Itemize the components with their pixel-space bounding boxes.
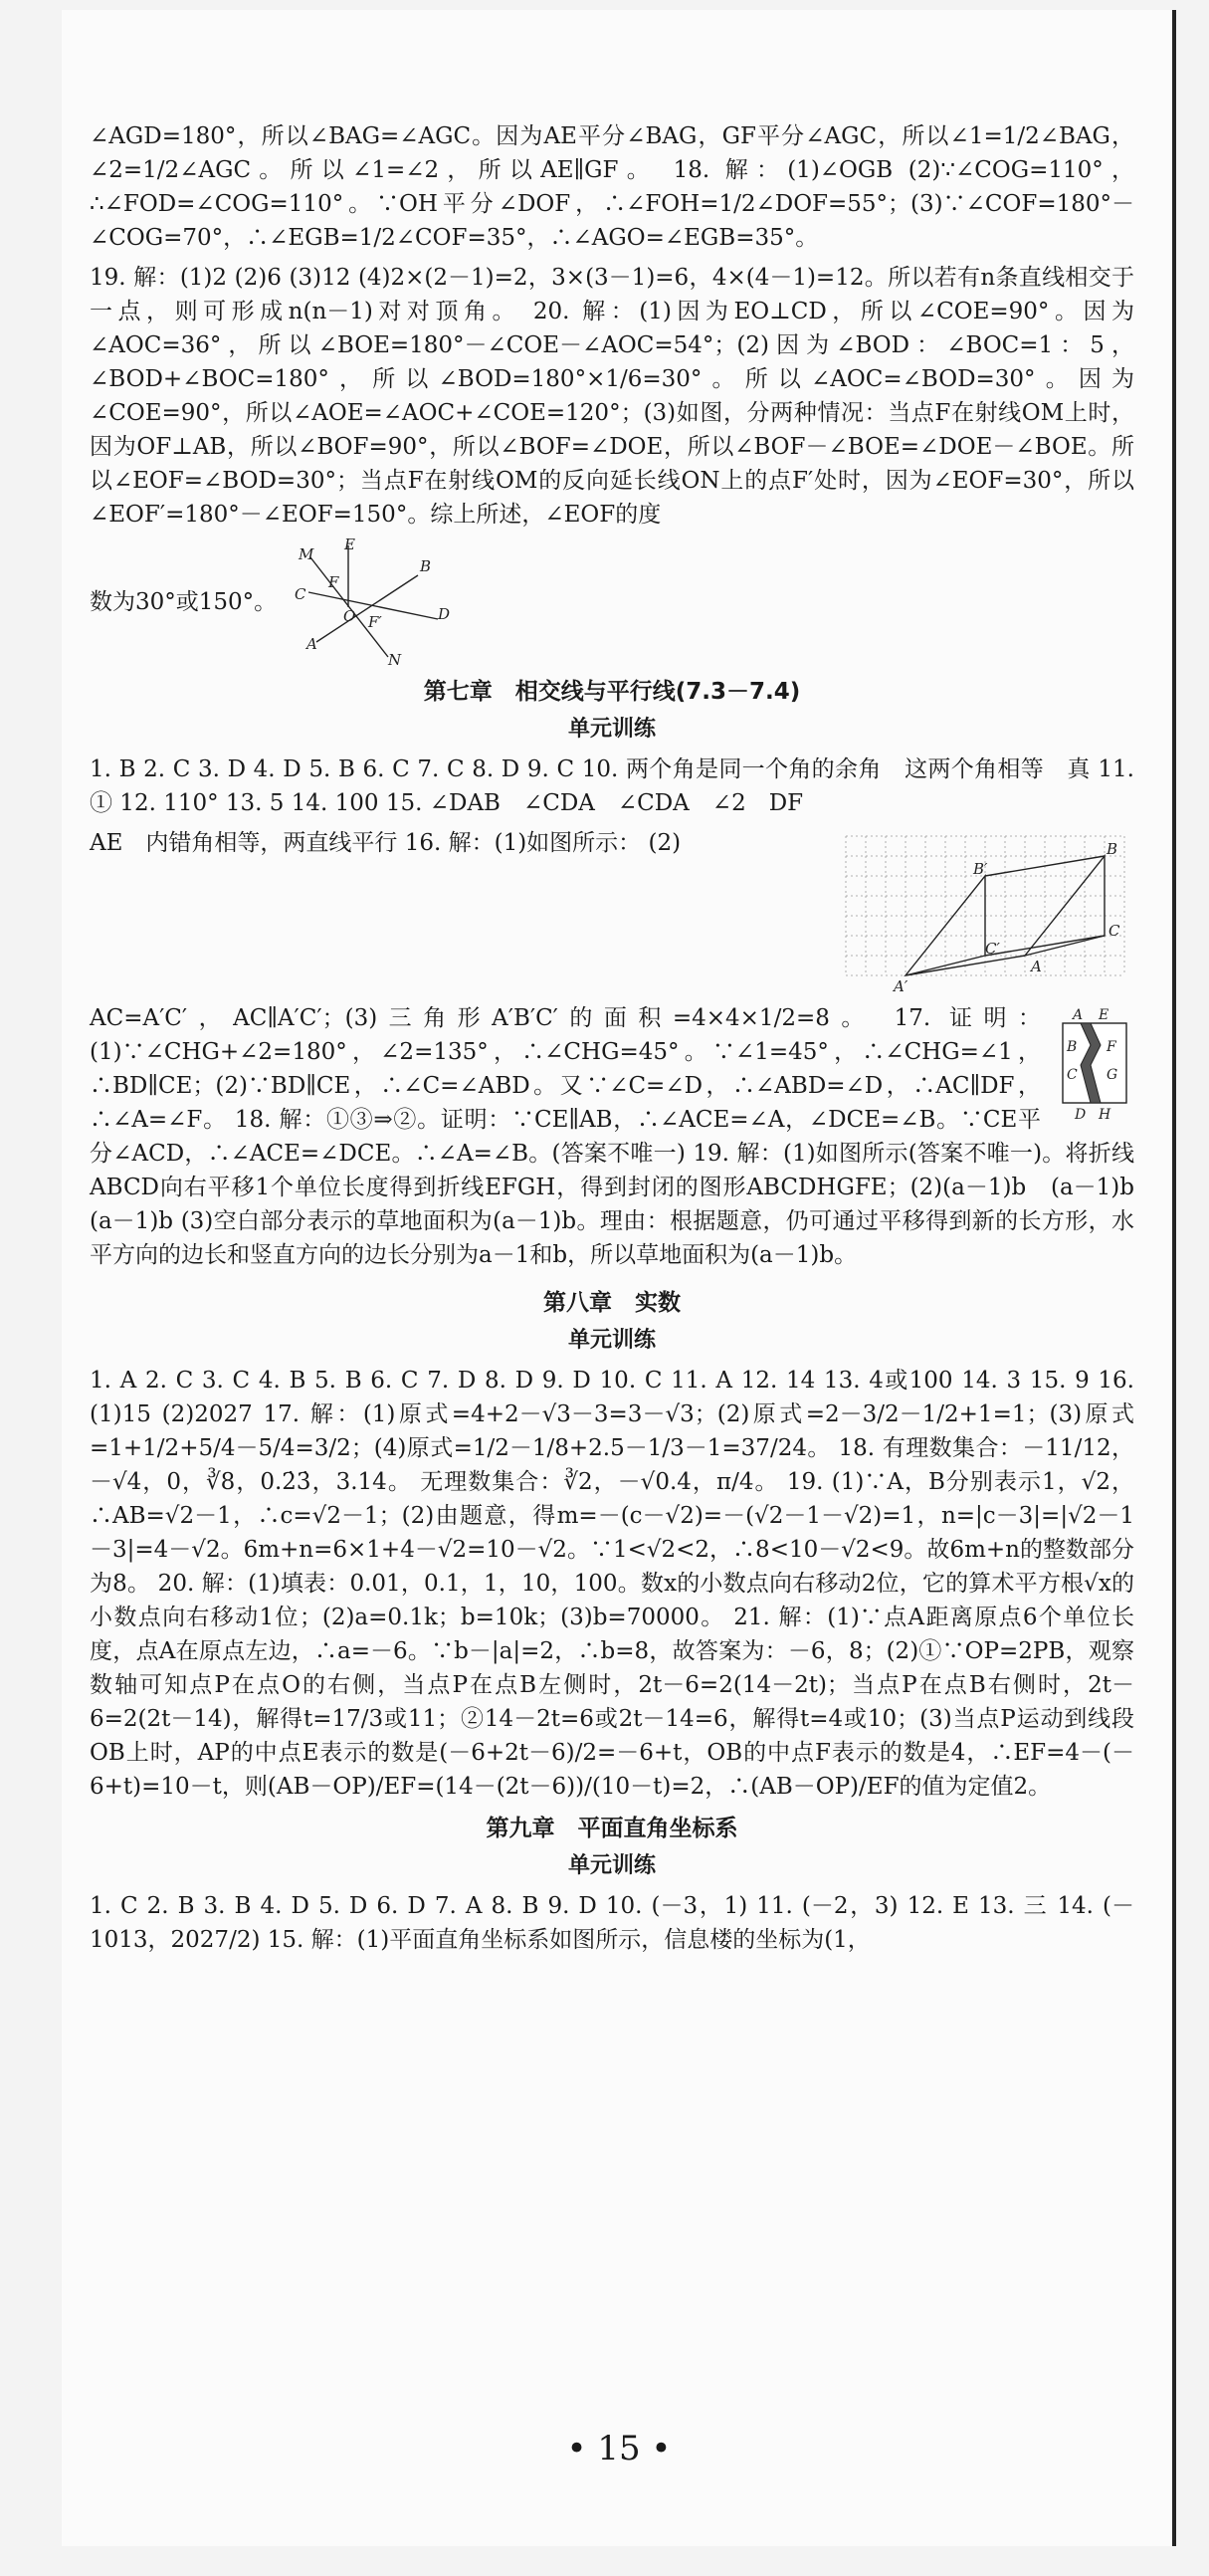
paragraph-ch6-2: 19. 解：(1)2 (2)6 (3)12 (4)2×(2－1)=2，3×(3－1)=6，4×(4－1)=12。所以若有n条直线相交于一点，则可形成n(n－1)对对顶角。 20. 解：(1)因为EO⊥CD，所以∠COE=90°。因为∠AOC=36°，所以∠BOE=180°－∠COE－∠AOC=54°；(2)因为∠BOD：∠BOC=1：5，∠BOD+∠BOC=180°，所以∠BOD=180°×1/6=30°。所以∠AOC=∠BOD=30°。因为∠COE=90°，所以∠AOE=∠AOC+∠COE=120°；(3)如图，分两种情况：当点F在射线OM上时，因为OF⊥AB，所以∠BOF=90°，所以∠BOF=∠DOE，所以∠BOF－∠BOE=∠DOE－∠BOE。所以∠EOF=∠BOD=30°；当点F在射线OM的反向延长线ON上的点F′处时，因为∠EOF=30°，所以∠EOF′=180°－∠EOF=150°。综上所述，∠EOF的度 xyxy=(90,265,1134,528)
chapter-8-title: 第八章 实数 xyxy=(543,1290,681,1316)
label-e: E xyxy=(344,536,356,553)
page-number: • 15 • xyxy=(566,2429,672,2469)
grid-label-b-prime: B′ xyxy=(973,860,988,878)
grid-label-c: C xyxy=(1108,922,1120,940)
label-b: B xyxy=(420,557,432,575)
label-m: M xyxy=(299,545,314,563)
folded-path-figure xyxy=(1055,1005,1134,1125)
label-d: D xyxy=(438,605,451,623)
grid-translation-figure xyxy=(836,826,1134,995)
shape-label-g: G xyxy=(1107,1067,1118,1083)
answer-page xyxy=(62,10,1176,2546)
chapter-8-subtitle: 单元训练 xyxy=(567,1328,656,1353)
shape-label-e: E xyxy=(1099,1007,1109,1023)
chapter-9-answers: 1. C 2. B 3. B 4. D 5. D 6. D 7. A 8. B 9. D 10. (－3，1) 11. (－2，3) 12. E 13. 三 14. (－1013，2027/2) 15. 解：(1)平面直角坐标系如图所示，信息楼的坐标为(1， xyxy=(90,1893,1134,1953)
chapter-7-answers-3: AC=A′C′，AC∥A′C′；(3)三角形A′B′C′的面积=4×4×1/2=8。 17. 证明：(1)∵∠CHG+∠2=180°，∠2=135°，∴∠CHG=45°。∵∠1=45°，∴∠CHG=∠1，∴BD∥CE；(2)∵BD∥CE，∴∠C=∠ABD。又∵∠C=∠D，∴∠ABD=∠D，∴AC∥DF，∴∠A=∠F。 18. 解：①③⇒②。证明：∵CE∥AB，∴∠ACE=∠A，∠DCE=∠B。∵CE平分∠ACD，∴∠ACE=∠DCE。∴∠A=∠B。(答案不唯一) 19. 解：(1)如图所示(答案不唯一)。将折线ABCD向右平移1个单位长度得到折线EFGH，得到封闭的图形ABCDHGFE；(2)(a－1)b (a－1)b (a－1)b (3)空白部分表示的草地面积为(a－1)b。理由：根据题意，仍可通过平移得到新的长方形，水平方向的边长和竖直方向的边长分别为a－1和b，所以草地面积为(a－1)b。 xyxy=(90,1005,1157,1268)
shape-label-f: F xyxy=(1107,1039,1116,1055)
shape-label-b: B xyxy=(1067,1039,1078,1055)
grid-label-c-prime: C′ xyxy=(985,940,1000,958)
shape-label-c: C xyxy=(1067,1067,1078,1083)
chapter-7-subtitle: 单元训练 xyxy=(567,717,656,742)
label-f: F xyxy=(328,573,339,591)
shape-label-a: A xyxy=(1073,1007,1084,1023)
label-n: N xyxy=(388,651,402,669)
grid-label-a: A xyxy=(1031,958,1042,975)
intersecting-lines-figure xyxy=(289,536,451,669)
chapter-7-answers-2: AE 内错角相等，两直线平行 16. 解：(1)如图所示： (2) xyxy=(90,830,682,856)
chapter-9-subtitle: 单元训练 xyxy=(567,1853,656,1878)
grid-label-b: B xyxy=(1107,840,1118,858)
paragraph-ch6-tail: 数为30°或150°。 xyxy=(90,589,278,615)
shape-label-h: H xyxy=(1099,1107,1111,1123)
shape-label-d: D xyxy=(1075,1107,1087,1123)
label-o: O xyxy=(343,607,356,625)
angle-figure-line xyxy=(90,537,1134,667)
chapter-7-title: 第七章 相交线与平行线(7.3－7.4) xyxy=(423,679,801,705)
label-a: A xyxy=(306,635,318,653)
label-c: C xyxy=(295,585,306,603)
label-f-prime: F′ xyxy=(368,613,382,631)
chapter-7-answers-1: 1. B 2. C 3. D 4. D 5. B 6. C 7. C 8. D 9. C 10. 两个角是同一个角的余角 这两个角相等 真 11. ① 12. 110° 13. 5 14. 100 15. ∠DAB ∠CDA ∠CDA ∠2 DF xyxy=(90,756,1134,816)
grid-label-a-prime: A′ xyxy=(894,977,908,995)
chapter-8-answers: 1. A 2. C 3. C 4. B 5. B 6. C 7. D 8. D 9. D 10. C 11. A 12. 14 13. 4或100 14. 3 15. 9 16. (1)15 (2)2027 17. 解：(1)原式=4+2－√3－3=3－√3；(2)原式=2－3/2－1/2+1=1；(3)原式=1+1/2+5/4－5/4=3/2；(4)原式=1/2－1/8+2.5－1/3－1=37/24。 18. 有理数集合：－11/12，－√4，0，∛8，0.2̇3̇，3.14。 无理数集合：∛2，－√0.4，π/4。 19. (1)∵A，B分别表示1，√2，∴AB=√2－1，∴c=√2－1；(2)由题意，得m=－(c－√2)=－(√2－1－√2)=1，n=|c－3|=|√2－1－3|=4－√2。6m+n=6×1+4－√2=10－√2。∵1<√2<2，∴8<10－√2<9。故6m+n的整数部分为8。 20. 解：(1)填表：0.01，0.1，1，10，100。数x的小数点向右移动2位，它的算术平方根√x的小数点向右移动1位；(2)a=0.1k；b=10k；(3)b=70000。 21. 解：(1)∵点A距离原点6个单位长度，点A在原点左边，∴a=－6。∵b－|a|=2，∴b=8，故答案为：－6，8；(2)①∵OP=2PB，观察数轴可知点P在点O的右侧，当点P在点B左侧时，2t－6=2(14－2t)；当点P在点B右侧时，2t－6=2(2t－14)，解得t=17/3或11；②14－2t=6或2t－14=6，解得t=4或10；(3)当点P运动到线段OB上时，AP的中点E表示的数是(－6+2t－6)/2=－6+t，OB的中点F表示的数是4，∴EF=4－(－6+t)=10－t，则(AB－OP)/EF=(14－(2t－6))/(10－t)=2，∴(AB－OP)/EF的值为定值2。 xyxy=(90,1368,1134,1800)
content-column xyxy=(90,119,1157,1963)
page-edge-rule xyxy=(1172,10,1176,2546)
chapter-9-title: 第九章 平面直角坐标系 xyxy=(486,1816,738,1841)
paragraph-ch6-1: ∠AGD=180°，所以∠BAG=∠AGC。因为AE平分∠BAG，GF平分∠AGC，所以∠1=1/2∠BAG，∠2=1/2∠AGC。所以∠1=∠2，所以AE∥GF。 18. 解：(1)∠OGB (2)∵∠COG=110°，∴∠FOD=∠COG=110°。∵OH平分∠DOF，∴∠FOH=1/2∠DOF=55°；(3)∵∠COF=180°－∠COG=70°，∴∠EGB=1/2∠COF=35°，∴∠AGO=∠EGB=35°。 xyxy=(90,123,1134,251)
